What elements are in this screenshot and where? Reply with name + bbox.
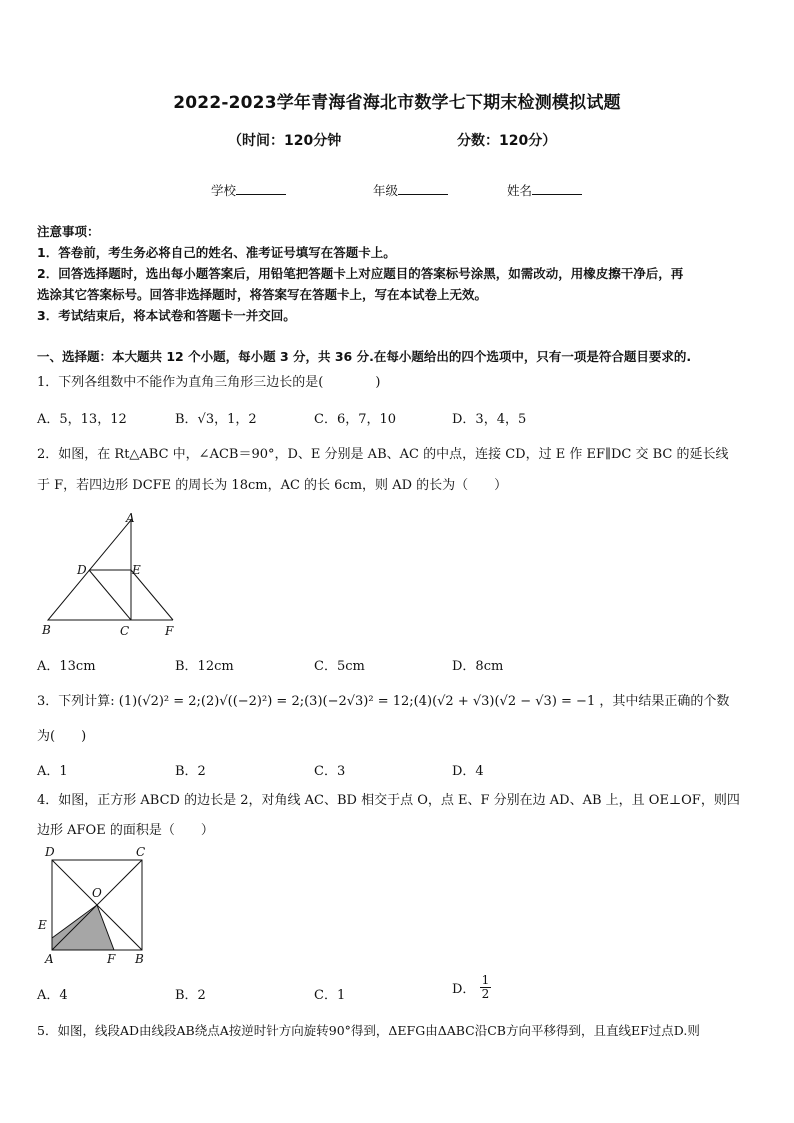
q3-lead: 3．下列计算: (37, 694, 115, 709)
school-field (211, 181, 286, 199)
name-label: 姓名 (507, 183, 533, 198)
fig4-label-a: A (45, 952, 54, 966)
page-title: 2022-2023学年青海省海北市数学七下期末检测模拟试题 (173, 93, 621, 113)
notes-item: 3．考试结束后，将本试卷和答题卡一并交回。 (37, 308, 296, 323)
fraction-denominator: 2 (481, 987, 490, 1001)
notes-heading: 注意事项： (37, 224, 100, 239)
school-blank[interactable] (236, 182, 286, 195)
q4-option-c[interactable]: C．1 (314, 988, 346, 1003)
notes-block (37, 221, 762, 326)
fig2-label-f: F (165, 624, 174, 638)
fig2-label-d: D (77, 563, 87, 577)
q3-option-a[interactable]: A．1 (37, 764, 68, 779)
q2-option-a[interactable]: A．13cm (37, 659, 96, 674)
exam-score: 分数：120分） (457, 133, 557, 149)
q1-option-b[interactable]: B．√3，1，2 (175, 412, 257, 427)
school-label: 学校 (211, 183, 237, 198)
question-5-line1: 5．如图，线段AD由线段AB绕点A按逆时针方向旋转90°得到，ΔEFG由ΔABC沿CB方向平移得到，且直线EF过点D.则 (37, 1023, 700, 1038)
q2-option-d[interactable]: D．8cm (452, 659, 504, 674)
name-blank[interactable] (532, 182, 582, 195)
fig4-label-f: F (107, 952, 116, 966)
grade-blank[interactable] (398, 182, 448, 195)
q2-option-b[interactable]: B．12cm (175, 659, 234, 674)
notes-item: 2．回答选择题时，选出每小题答案后，用铅笔把答题卡上对应题目的答案标号涂黑，如需改动，用橡皮擦干净后，再 (37, 266, 684, 281)
q3-option-d[interactable]: D．4 (452, 764, 484, 779)
fraction-numerator: 1 (481, 973, 490, 987)
grade-field (373, 181, 448, 199)
q4-square-figure (34, 842, 164, 970)
question-2-line1: 2．如图，在 Rt△ABC 中，∠ACB＝90°，D、E 分别是 AB、AC 的中点，连接 CD，过 E 作 EF∥DC 交 BC 的延长线 (37, 447, 729, 462)
q3-tail: ，其中结果正确的个数 (599, 694, 730, 709)
q2-triangle-figure (36, 510, 186, 640)
q4-option-d[interactable] (452, 974, 491, 1001)
grade-label: 年级 (373, 183, 399, 198)
name-field (507, 181, 582, 199)
question-4-line2: 边形 AFOE 的面积是（ ） (37, 823, 214, 838)
q1-option-c[interactable]: C．6，7，10 (314, 412, 397, 427)
fig2-label-e: E (132, 563, 141, 577)
fig4-label-o: O (92, 886, 102, 900)
q3-option-b[interactable]: B．2 (175, 764, 206, 779)
question-3-line2: 为( ) (37, 729, 87, 744)
fig2-label-a: A (126, 511, 135, 525)
q3-option-c[interactable]: C．3 (314, 764, 346, 779)
q4-option-a[interactable]: A．4 (37, 988, 68, 1003)
question-2-line2: 于 F，若四边形 DCFE 的周长为 18cm，AC 的长 6cm，则 AD 的长为（ ） (37, 478, 508, 493)
q2-option-c[interactable]: C．5cm (314, 659, 365, 674)
notes-item: 1．答卷前，考生务必将自己的姓名、准考证号填写在答题卡上。 (37, 245, 396, 260)
q1-option-a[interactable]: A．5，13，12 (37, 412, 127, 427)
q1-option-d[interactable]: D．3，4，5 (452, 412, 527, 427)
q4-option-d-fraction (480, 974, 492, 1001)
q4-option-d-label: D． (452, 982, 476, 997)
fig4-label-b: B (135, 952, 144, 966)
notes-item: 选涂其它答案标号。回答非选择题时，将答案写在答题卡上，写在本试卷上无效。 (37, 287, 488, 302)
q4-option-b[interactable]: B．2 (175, 988, 206, 1003)
fig4-label-c: C (136, 845, 146, 859)
fig2-label-c: C (120, 624, 130, 638)
section-heading: 一、选择题：本大题共 12 个小题，每小题 3 分，共 36 分.在每小题给出的四个选项中，只有一项是符合题目要求的. (37, 349, 692, 364)
q3-formula: (1)(√2)² = 2;(2)√((−2)²) = 2;(3)(−2√3)² = 12;(4)(√2 + √3)(√2 − √3) = −1 (118, 694, 596, 709)
question-1: 1．下列各组数中不能作为直角三角形三边长的是( ) (37, 375, 381, 390)
fig4-label-e: E (38, 918, 47, 932)
fig4-label-d: D (45, 845, 55, 859)
question-4-line1: 4．如图，正方形 ABCD 的边长是 2，对角线 AC、BD 相交于点 O，点 E、F 分别在边 AD、AB 上，且 OE⊥OF，则四 (37, 793, 740, 808)
question-3-line1 (37, 688, 765, 716)
fig2-label-b: B (42, 623, 51, 637)
exam-time: （时间：120分钟 (228, 133, 342, 149)
